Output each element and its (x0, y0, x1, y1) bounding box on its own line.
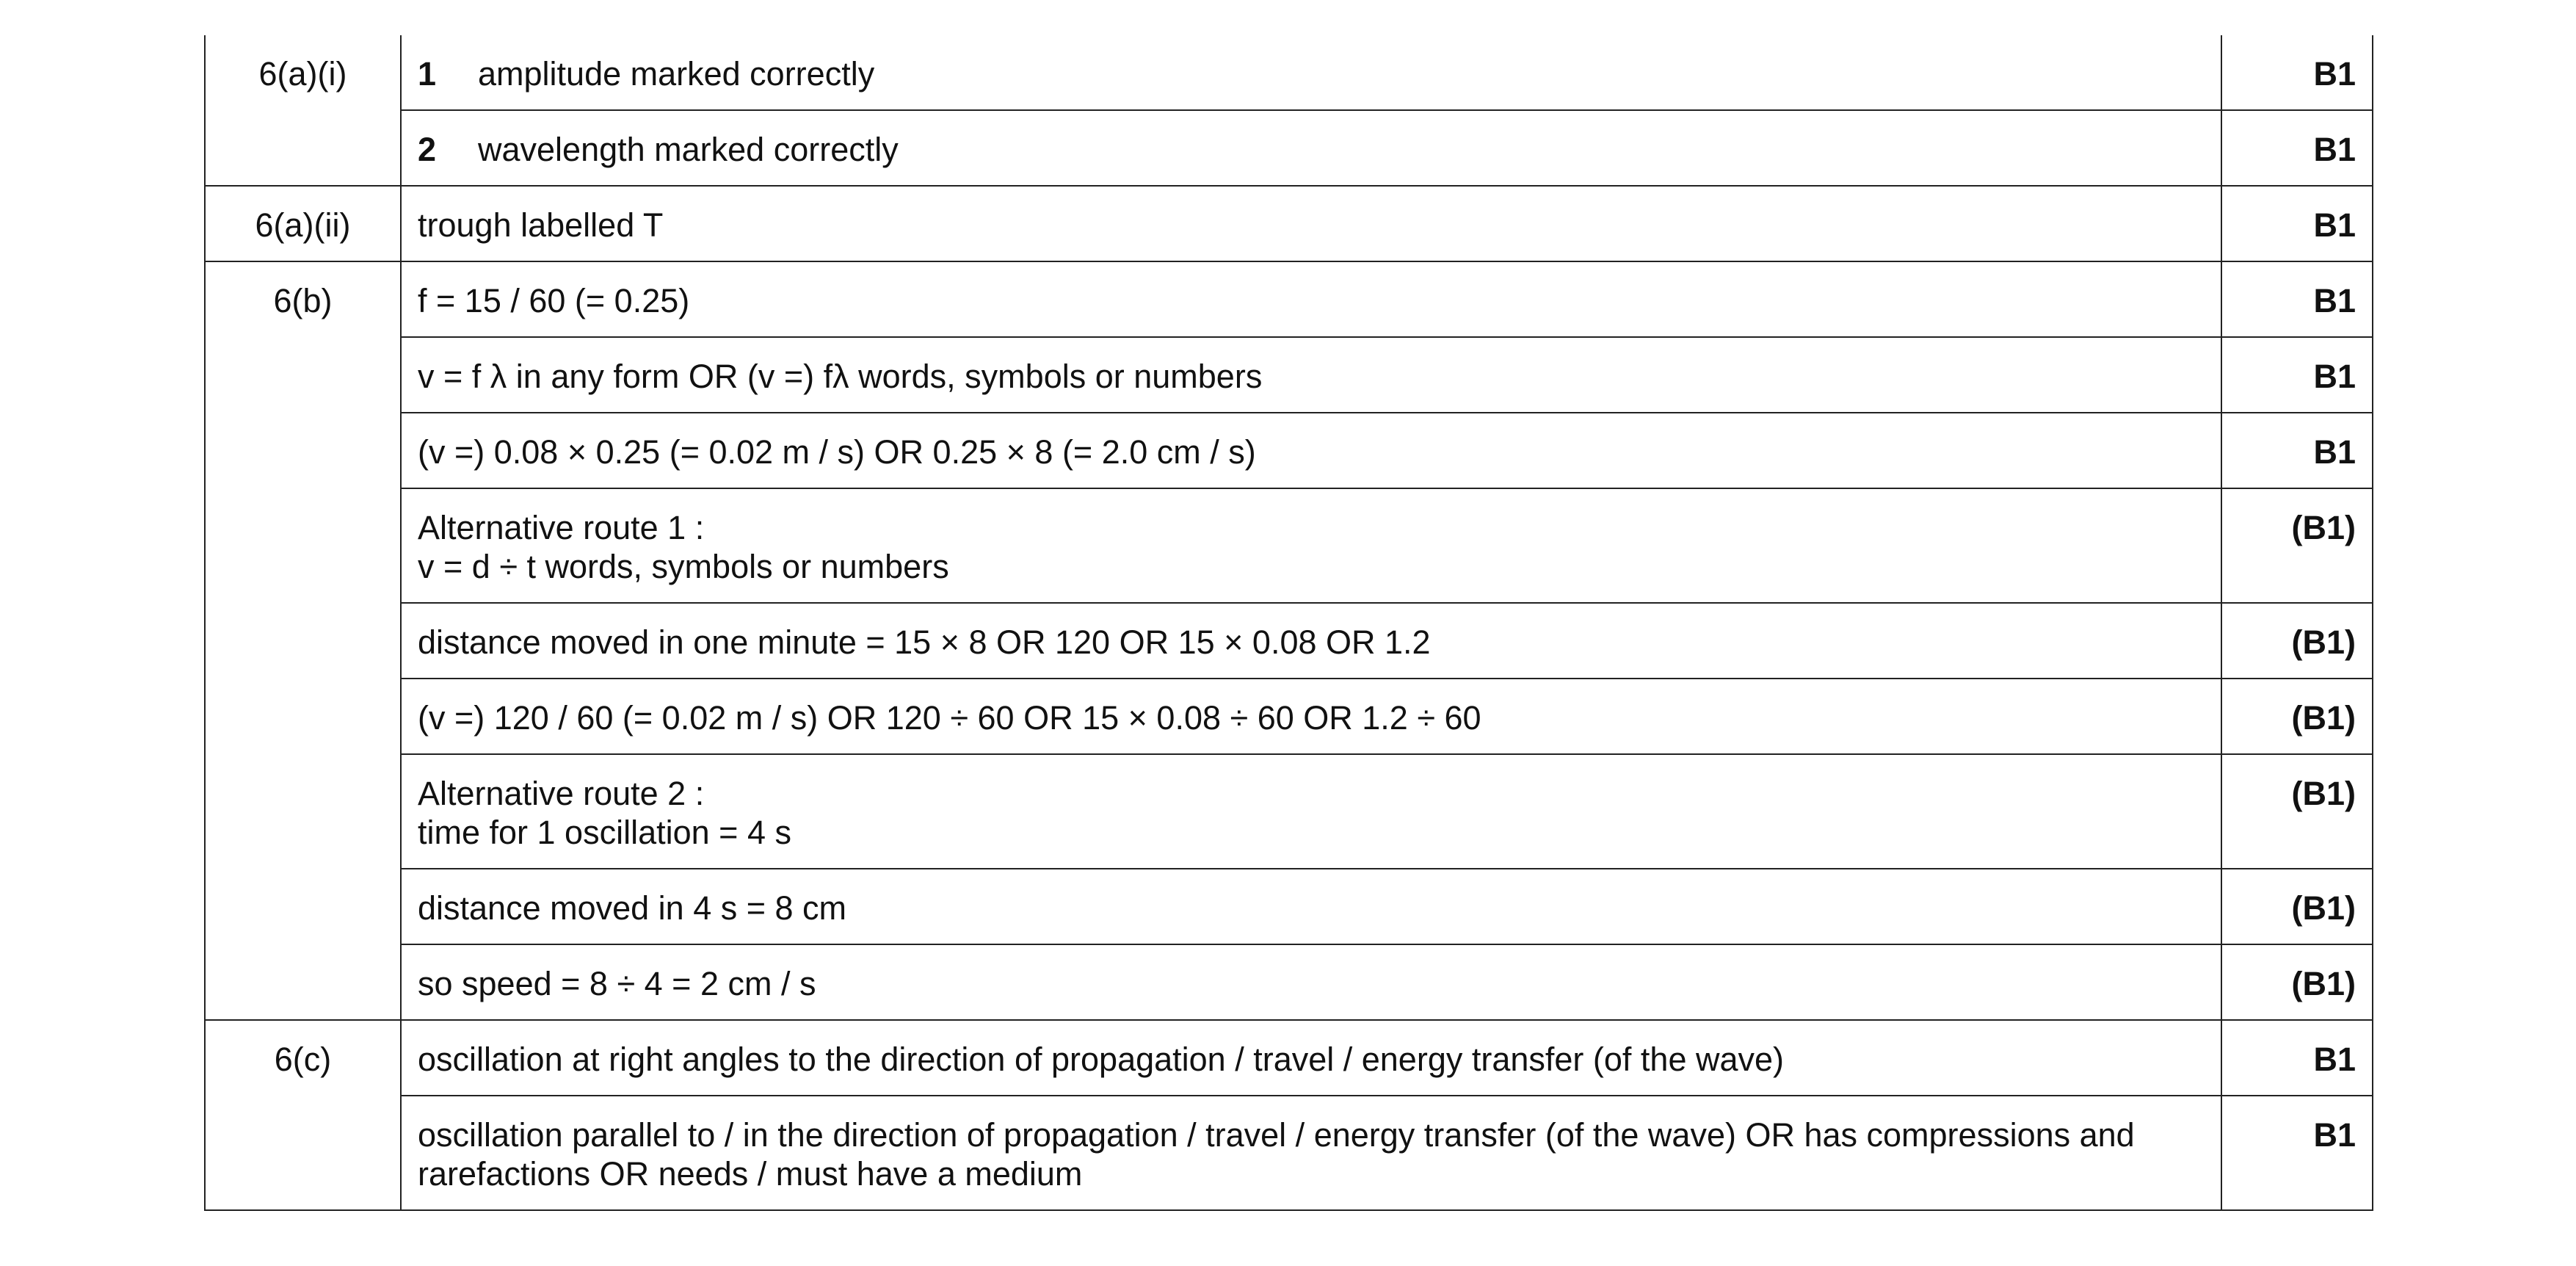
answer-text: oscillation parallel to / in the direction of propagation / travel / energy transfer (of the wave) OR has compressions and (418, 1116, 2135, 1154)
mark-cell: (B1) (2221, 869, 2373, 944)
table-row (205, 869, 2373, 944)
answer-heading: Alternative route 2 : (418, 775, 705, 812)
item-number: 1 (418, 55, 437, 93)
table-row (205, 186, 2373, 261)
answer-text: time for 1 oscillation = 4 s (418, 814, 791, 851)
mark-cell: B1 (2221, 1096, 2373, 1210)
mark-cell: (B1) (2221, 679, 2373, 754)
answer-text: v = f λ in any form OR (v =) fλ words, symbols or numbers (401, 337, 2221, 413)
answer-cell (401, 1096, 2221, 1210)
mark-cell: B1 (2221, 186, 2373, 261)
table-row (205, 679, 2373, 754)
table-row (205, 1020, 2373, 1096)
mark-cell: B1 (2221, 1020, 2373, 1096)
answer-heading: Alternative route 1 : (418, 509, 705, 546)
table-row (205, 1096, 2373, 1210)
table-row (205, 35, 2373, 110)
table-row (205, 413, 2373, 488)
mark-cell: (B1) (2221, 754, 2373, 869)
answer-text: distance moved in 4 s = 8 cm (401, 869, 2221, 944)
answer-cell (401, 35, 2221, 110)
mark-scheme-table (204, 35, 2373, 1211)
question-number: 6(a)(ii) (205, 186, 401, 261)
answer-text: amplitude marked correctly (478, 55, 875, 93)
table-row (205, 110, 2373, 186)
mark-cell: B1 (2221, 413, 2373, 488)
table-row (205, 488, 2373, 603)
mark-cell: B1 (2221, 261, 2373, 337)
mark-cell: B1 (2221, 35, 2373, 110)
answer-text: (v =) 0.08 × 0.25 (= 0.02 m / s) OR 0.25 × 8 (= 2.0 cm / s) (401, 413, 2221, 488)
item-number: 2 (418, 131, 437, 168)
answer-text: so speed = 8 ÷ 4 = 2 cm / s (401, 944, 2221, 1020)
mark-cell: (B1) (2221, 488, 2373, 603)
table-row (205, 754, 2373, 869)
answer-text: (v =) 120 / 60 (= 0.02 m / s) OR 120 ÷ 60 OR 15 × 0.08 ÷ 60 OR 1.2 ÷ 60 (401, 679, 2221, 754)
question-number: 6(a)(i) (205, 35, 401, 186)
answer-text: wavelength marked correctly (478, 131, 899, 168)
answer-text: f = 15 / 60 (= 0.25) (401, 261, 2221, 337)
answer-cell (401, 754, 2221, 869)
mark-cell: (B1) (2221, 603, 2373, 679)
table-row (205, 261, 2373, 337)
question-number: 6(b) (205, 261, 401, 1020)
table-row (205, 944, 2373, 1020)
answer-text: oscillation at right angles to the direction of propagation / travel / energy transfer (of the wave) (401, 1020, 2221, 1096)
answer-text: trough labelled T (401, 186, 2221, 261)
mark-cell: (B1) (2221, 944, 2373, 1020)
answer-cell (401, 110, 2221, 186)
answer-text: distance moved in one minute = 15 × 8 OR 120 OR 15 × 0.08 OR 1.2 (401, 603, 2221, 679)
answer-cell (401, 488, 2221, 603)
answer-text: v = d ÷ t words, symbols or numbers (418, 548, 949, 585)
answer-text: rarefactions OR needs / must have a medium (418, 1155, 1083, 1193)
table-row (205, 337, 2373, 413)
table-row (205, 603, 2373, 679)
mark-cell: B1 (2221, 337, 2373, 413)
question-number: 6(c) (205, 1020, 401, 1210)
mark-cell: B1 (2221, 110, 2373, 186)
